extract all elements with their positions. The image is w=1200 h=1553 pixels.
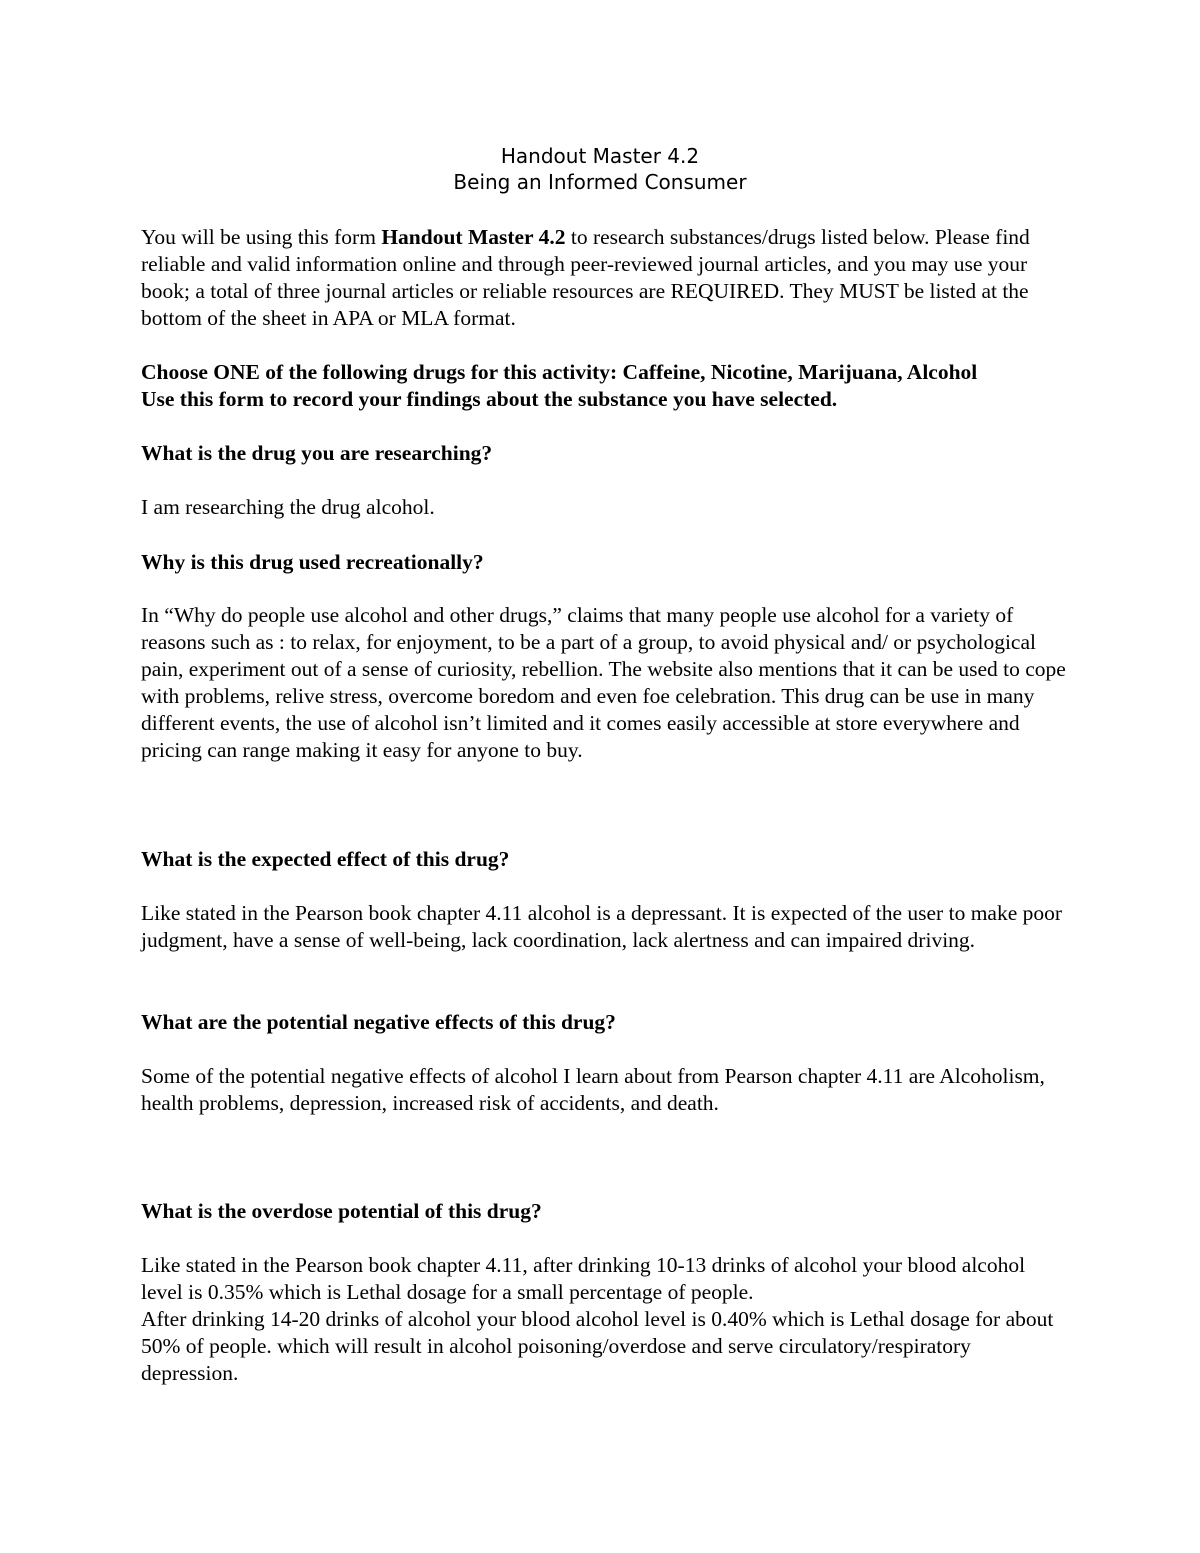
question-recreational-use: Why is this drug used recreationally? (141, 550, 484, 574)
instructions-line2: Use this form to record your findings about the substance you have selected. (141, 387, 838, 411)
answer-overdose-part1: Like stated in the Pearson book chapter 4.11, after drinking 10-13 drinks of alcohol your blood alcohol level is 0.35% which is Lethal dosage for a small percentage of people. (141, 1253, 1026, 1304)
answer-negative-effects: Some of the potential negative effects of alcohol I learn about from Pearson chapter 4.11 are Alcoholism, health problems, depression, increased risk of accidents, and death. (141, 1064, 1045, 1115)
intro-text-start: You will be using this form (141, 225, 382, 249)
answer-expected-effect: Like stated in the Pearson book chapter 4.11 alcohol is a depressant. It is expected of the user to make poor judgment, have a sense of well-being, lack coordination, lack alertness and can impaired driving. (141, 901, 1063, 952)
answer-overdose-part2: After drinking 14-20 drinks of alcohol your blood alcohol level is 0.40% which is Lethal dosage for about 50% of people. which will result in alcohol poisoning/overdose and serve circulatory/respiratory depression. (141, 1307, 1054, 1385)
answer-recreational-use: In “Why do people use alcohol and other drugs,” claims that many people use alcohol for a variety of reasons such as : to relax, for enjoyment, to be a part of a group, to avoid physical and/ or psychological pain, experiment out of a sense of curiosity, rebellion. The website also mentions that it can be used to cope with problems, relive stress, overcome boredom and even foe celebration. This drug can be use in many different events, the use of alcohol isn’t limited and it comes easily accessible at store everywhere and pricing can range making it easy for anyone to buy. (141, 603, 1066, 762)
instructions-paragraph (141, 359, 1101, 413)
instructions-line1: Choose ONE of the following drugs for this activity: Caffeine, Nicotine, Marijuana, Alcohol (141, 360, 978, 384)
handout-title (0, 143, 1200, 195)
handout-title-line1: Handout Master 4.2 (500, 144, 700, 168)
intro-bold-form-name: Handout Master 4.2 (381, 225, 566, 249)
question-negative-effects: What are the potential negative effects of this drug? (141, 1010, 616, 1034)
answer-drug: I am researching the drug alcohol. (141, 495, 435, 519)
question-overdose-potential: What is the overdose potential of this drug? (141, 1199, 542, 1223)
handout-title-line2: Being an Informed Consumer (453, 170, 747, 194)
intro-paragraph (141, 224, 1071, 332)
answer-overdose-potential (141, 1252, 1071, 1387)
question-drug: What is the drug you are researching? (141, 441, 493, 465)
question-expected-effect: What is the expected effect of this drug? (141, 847, 510, 871)
intro-text-rest: to research substances/drugs listed below. Please find reliable and valid information online and through peer-reviewed journal articles, and you may use your book; a total of three journal articles or reliable resources are REQUIRED. They MUST be listed at the bottom of the sheet in APA or MLA format. (141, 225, 1030, 330)
